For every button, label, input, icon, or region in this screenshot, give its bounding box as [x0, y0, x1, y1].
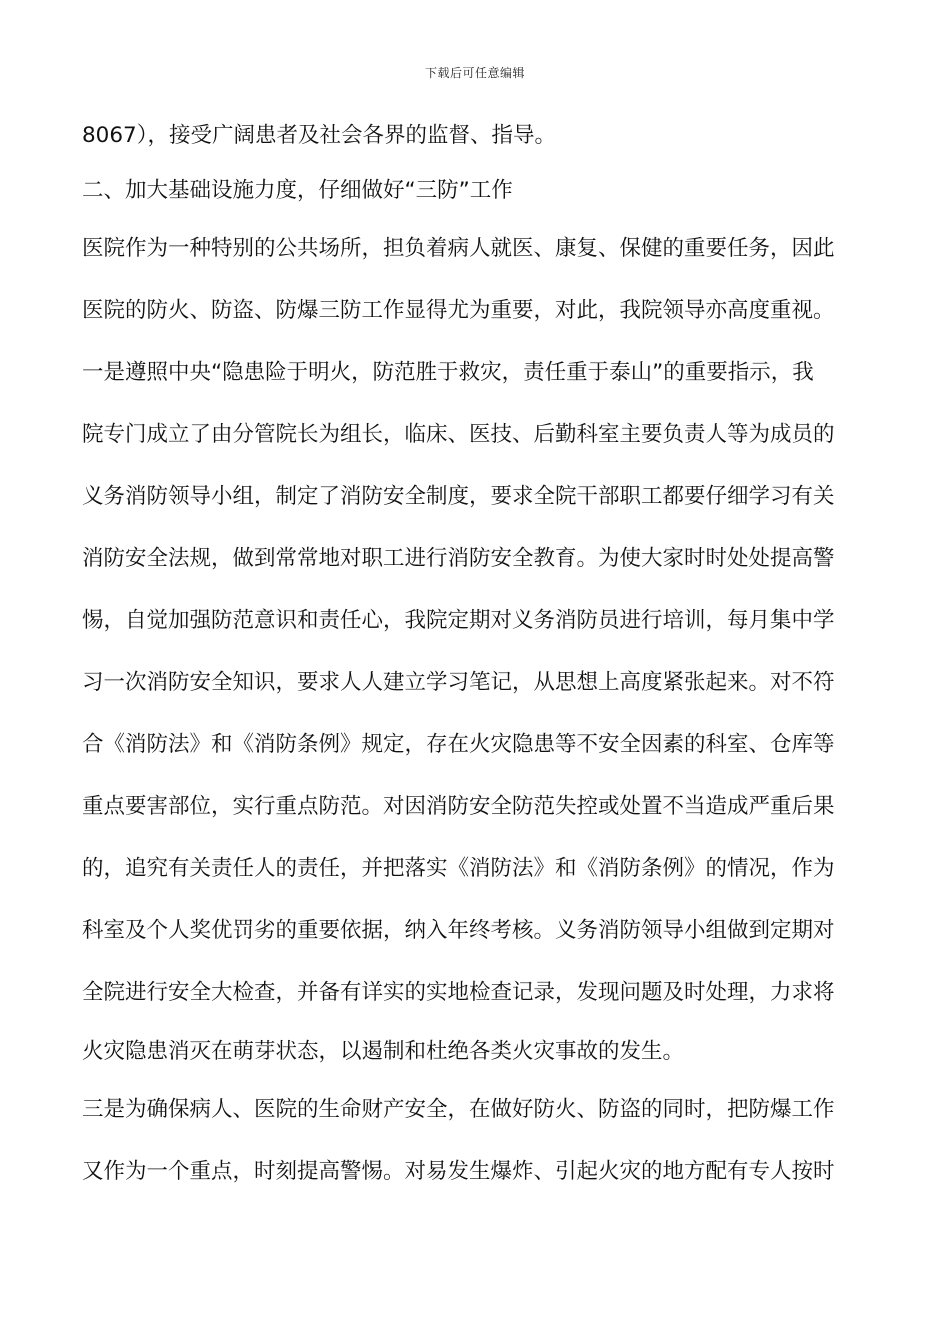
header-note: 下载后可任意编辑	[424, 66, 525, 80]
text-line: 的，追究有关责任人的责任，并把落实《消防法》和《消防条例》的情况，作为	[82, 856, 835, 881]
text-line: 惕，自觉加强防范意识和责任心，我院定期对义务消防员进行培训，每月集中学	[82, 608, 835, 633]
section-heading: 二、加大基础设施力度，仔细做好“三防”工作	[82, 178, 513, 203]
text-line: 科室及个人奖优罚劣的重要依据，纳入年终考核。义务消防领导小组做到定期对	[82, 918, 835, 943]
text-line: 消防安全法规，做到常常地对职工进行消防安全教育。为使大家时时处处提高警	[82, 546, 835, 571]
text-line: 8067），接受广阔患者及社会各界的监督、指导。	[82, 123, 556, 148]
text-line: 又作为一个重点，时刻提高警惕。对易发生爆炸、引起火灾的地方配有专人按时	[82, 1159, 835, 1184]
text-line: 火灾隐患消灭在萌芽状态，以遏制和杜绝各类火灾事故的发生。	[82, 1039, 685, 1064]
text-line: 三是为确保病人、医院的生命财产安全，在做好防火、防盗的同时，把防爆工作	[82, 1097, 835, 1122]
text-line: 全院进行安全大检查，并备有详实的实地检查记录，发现问题及时处理，力求将	[82, 980, 835, 1005]
text-line: 习一次消防安全知识，要求人人建立学习笔记，从思想上高度紧张起来。对不符	[82, 670, 835, 695]
text-line: 合《消防法》和《消防条例》规定，存在火灾隐患等不安全因素的科室、仓库等	[82, 732, 835, 757]
text-line: 院专门成立了由分管院长为组长，临床、医技、后勤科室主要负责人等为成员的	[82, 422, 835, 447]
text-line: 医院的防火、防盗、防爆三防工作显得尤为重要，对此，我院领导亦高度重视。	[82, 298, 835, 323]
document-body	[82, 108, 872, 1203]
text-line: 医院作为一种特别的公共场所，担负着病人就医、康复、保健的重要任务，因此	[82, 236, 835, 261]
text-line: 一是遵照中央“隐患险于明火，防范胜于救灾，责任重于泰山”的重要指示，我	[82, 360, 814, 385]
text-line: 重点要害部位，实行重点防范。对因消防安全防范失控或处置不当造成严重后果	[82, 794, 835, 819]
text-line: 义务消防领导小组，制定了消防安全制度，要求全院干部职工都要仔细学习有关	[82, 484, 835, 509]
